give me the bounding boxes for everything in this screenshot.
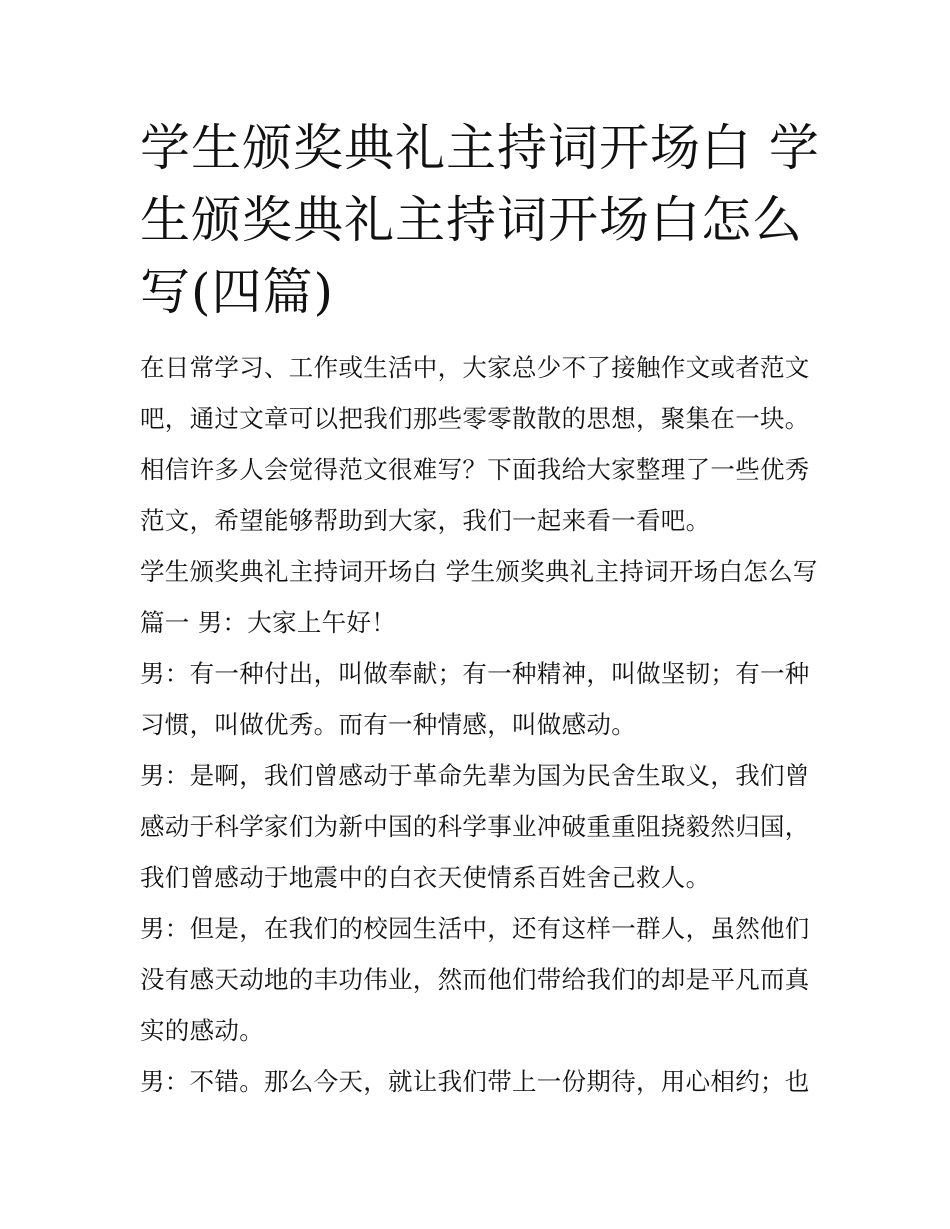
paragraph-dialogue-2: 男：是啊，我们曾感动于革命先辈为国为民舍生取义，我们曾感动于科学家们为新中国的科学事业冲破重重阻挠毅然归国，我们曾感动于地震中的白衣天使情系百姓舍己救人。 (140, 761, 810, 892)
paragraph-dialogue-1: 男：有一种付出，叫做奉献；有一种精神，叫做坚韧；有一种习惯，叫做优秀。而有一种情感，叫做感动。 (140, 659, 810, 739)
document-body (140, 342, 820, 1107)
paragraph-intro: 在日常学习、工作或生活中，大家总少不了接触作文或者范文吧，通过文章可以把我们那些零零散散的思想，聚集在一块。相信许多人会觉得范文很难写？下面我给大家整理了一些优秀范文，希望能够帮助到大家，我们一起来看一看吧。 (140, 353, 810, 535)
paragraph-section-heading: 学生颁奖典礼主持词开场白 学生颁奖典礼主持词开场白怎么写篇一 男：大家上午好！ (140, 557, 818, 637)
paragraph-dialogue-4: 男：不错。那么今天，就让我们带上一份期待，用心相约；也 (140, 1067, 810, 1096)
paragraph-dialogue-3: 男：但是，在我们的校园生活中，还有这样一群人，虽然他们没有感天动地的丰功伟业，然而他们带给我们的却是平凡而真实的感动。 (140, 914, 810, 1045)
document-title: 学生颁奖典礼主持词开场白 学生颁奖典礼主持词开场白怎么写(四篇) (140, 119, 820, 321)
document-content (140, 112, 820, 1107)
